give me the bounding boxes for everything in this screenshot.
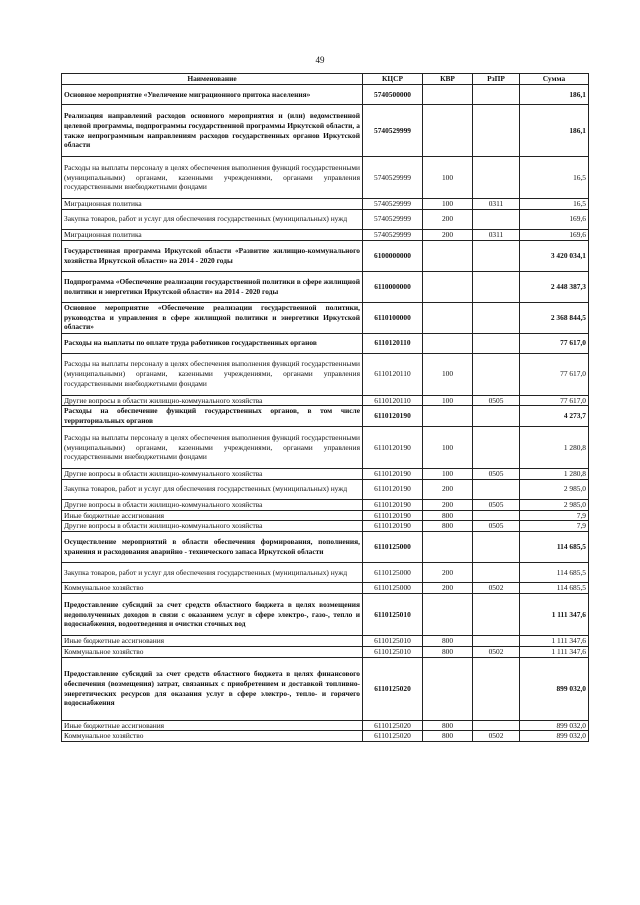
cell-rzpr [473,510,520,521]
cell-kcsr: 6110120110 [363,333,423,353]
cell-name: Основное мероприятие «Обеспечение реализации государственной политики, руководства и управления в сфере жилищной политики и энергетики Иркутской области» [62,302,363,333]
cell-kvr [423,657,473,720]
cell-rzpr: 0505 [473,395,520,406]
cell-kcsr: 5740529999 [363,229,423,240]
cell-sum: 7,9 [520,521,589,532]
cell-kcsr: 6110125010 [363,646,423,657]
table-row [62,333,589,353]
cell-kvr: 200 [423,209,473,229]
cell-kvr [423,532,473,563]
cell-sum: 114 685,5 [520,583,589,594]
cell-rzpr [473,563,520,583]
cell-name: Коммунальное хозяйство [62,583,363,594]
cell-kvr: 800 [423,731,473,742]
cell-rzpr [473,720,520,731]
cell-kvr [423,302,473,333]
cell-name: Закупка товаров, работ и услуг для обеспечения государственных (муниципальных) нужд [62,479,363,499]
cell-kcsr: 5740500000 [363,85,423,105]
cell-sum: 2 368 844,5 [520,302,589,333]
cell-rzpr: 0505 [473,499,520,510]
table-row [62,157,589,199]
table-row [62,521,589,532]
cell-kvr: 100 [423,468,473,479]
cell-kvr: 800 [423,521,473,532]
table-row [62,105,589,157]
header-kcsr: КЦСР [363,74,423,85]
cell-sum: 899 032,0 [520,731,589,742]
cell-name: Другие вопросы в области жилищно-коммунального хозяйства [62,499,363,510]
cell-kcsr: 6110120190 [363,510,423,521]
table-row [62,209,589,229]
cell-sum: 899 032,0 [520,657,589,720]
cell-kvr: 100 [423,199,473,210]
cell-name: Коммунальное хозяйство [62,731,363,742]
cell-rzpr [473,271,520,302]
table-row [62,635,589,646]
table-row [62,302,589,333]
table-row [62,499,589,510]
cell-name: Другие вопросы в области жилищно-коммунального хозяйства [62,521,363,532]
cell-name: Предоставление субсидий за счет средств областного бюджета в целях финансового обеспечения (возмещения) затрат, связанных с приобретением и доставкой топливно-энергетических ресурсов для оказания услуг в сфере электро-, тепло- и горячего водоснабжения [62,657,363,720]
cell-name: Расходы на выплаты по оплате труда работников государственных органов [62,333,363,353]
cell-sum: 186,1 [520,85,589,105]
cell-sum: 2 448 387,3 [520,271,589,302]
header-name: Наименование [62,74,363,85]
cell-kcsr: 6110120190 [363,468,423,479]
header-kvr: КВР [423,74,473,85]
cell-kvr [423,85,473,105]
cell-kvr [423,406,473,427]
table-row [62,468,589,479]
cell-rzpr [473,426,520,468]
budget-table [61,73,589,742]
cell-sum: 7,9 [520,510,589,521]
cell-sum: 186,1 [520,105,589,157]
table-row [62,532,589,563]
cell-rzpr [473,240,520,271]
table-row [62,479,589,499]
cell-name: Основное мероприятие «Увеличение миграционного притока населения» [62,85,363,105]
cell-name: Реализация направлений расходов основного мероприятия и (или) ведомственной целевой программы, подпрограммы государственной программы Иркутской области, а также непрограммным направлениям расходов государственных органов Иркутской области [62,105,363,157]
cell-kvr [423,333,473,353]
cell-sum: 169,6 [520,209,589,229]
cell-kcsr: 6110120190 [363,406,423,427]
cell-rzpr [473,333,520,353]
cell-name: Расходы на обеспечение функций государственных органов, в том числе территориальных органов [62,406,363,427]
cell-kcsr: 5740529999 [363,105,423,157]
table-row [62,426,589,468]
cell-sum: 1 111 347,6 [520,646,589,657]
cell-name: Подпрограмма «Обеспечение реализации государственной политики в сфере жилищной политики и энергетики Иркутской области» на 2014 - 2020 годы [62,271,363,302]
cell-kcsr: 5740529999 [363,199,423,210]
cell-sum: 1 111 347,6 [520,593,589,635]
cell-kvr: 200 [423,499,473,510]
cell-kvr: 100 [423,426,473,468]
cell-kcsr: 6110125010 [363,593,423,635]
cell-sum: 899 032,0 [520,720,589,731]
table-body [62,85,589,742]
cell-rzpr [473,105,520,157]
cell-kvr: 800 [423,510,473,521]
cell-kvr [423,593,473,635]
cell-kcsr: 6110100000 [363,302,423,333]
cell-kvr [423,105,473,157]
cell-sum: 16,5 [520,199,589,210]
cell-rzpr: 0311 [473,229,520,240]
cell-name: Иные бюджетные ассигнования [62,635,363,646]
cell-rzpr [473,532,520,563]
cell-name: Иные бюджетные ассигнования [62,720,363,731]
cell-name: Государственная программа Иркутской области «Развитие жилищно-коммунального хозяйства Иркутской области» на 2014 - 2020 годы [62,240,363,271]
table-row [62,646,589,657]
cell-kcsr: 6110120110 [363,395,423,406]
cell-kcsr: 6110125000 [363,583,423,594]
table-row [62,593,589,635]
cell-rzpr: 0502 [473,583,520,594]
cell-kvr: 800 [423,635,473,646]
cell-rzpr: 0505 [473,521,520,532]
table-row [62,563,589,583]
cell-kvr: 800 [423,720,473,731]
cell-rzpr [473,157,520,199]
cell-sum: 77 617,0 [520,395,589,406]
cell-sum: 1 280,8 [520,426,589,468]
table-row [62,240,589,271]
table-row [62,510,589,521]
cell-sum: 77 617,0 [520,333,589,353]
table-row [62,583,589,594]
cell-kcsr: 6110120190 [363,521,423,532]
cell-rzpr [473,209,520,229]
cell-kcsr: 6110125020 [363,657,423,720]
cell-name: Предоставление субсидий за счет средств областного бюджета в целях возмещения недополученных доходов в связи с оказанием услуг в сфере электро-, газо-, тепло и водоснабжения, водоотведения и очистки сточных вод [62,593,363,635]
cell-name: Осуществление мероприятий в области обеспечения формирования, пополнения, хранения и расходования аварийно - технического запаса Иркутской области [62,532,363,563]
cell-rzpr [473,302,520,333]
table-header-row [62,74,589,85]
cell-name: Закупка товаров, работ и услуг для обеспечения государственных (муниципальных) нужд [62,209,363,229]
cell-rzpr: 0502 [473,731,520,742]
cell-kcsr: 6110125000 [363,563,423,583]
table-row [62,353,589,395]
cell-name: Закупка товаров, работ и услуг для обеспечения государственных (муниципальных) нужд [62,563,363,583]
cell-name: Другие вопросы в области жилищно-коммунального хозяйства [62,468,363,479]
header-rzpr: РзПР [473,74,520,85]
cell-kvr: 100 [423,395,473,406]
cell-sum: 1 280,8 [520,468,589,479]
table-row [62,199,589,210]
cell-sum: 1 111 347,6 [520,635,589,646]
table-row [62,406,589,427]
cell-kcsr: 6110120110 [363,353,423,395]
cell-kcsr: 6110125020 [363,720,423,731]
cell-kvr [423,240,473,271]
cell-sum: 4 273,7 [520,406,589,427]
cell-kcsr: 6110125010 [363,635,423,646]
cell-kvr: 200 [423,583,473,594]
cell-rzpr [473,406,520,427]
cell-kvr: 200 [423,479,473,499]
cell-kcsr: 6110000000 [363,271,423,302]
table-row [62,395,589,406]
cell-rzpr [473,353,520,395]
cell-kcsr: 6110125020 [363,731,423,742]
cell-kcsr: 5740529999 [363,209,423,229]
table-row [62,271,589,302]
cell-kcsr: 6110120190 [363,499,423,510]
cell-kcsr: 6100000000 [363,240,423,271]
header-sum: Сумма [520,74,589,85]
cell-rzpr [473,657,520,720]
cell-kvr: 800 [423,646,473,657]
cell-sum: 2 985,0 [520,479,589,499]
table-row [62,85,589,105]
table-row [62,720,589,731]
table-row [62,657,589,720]
cell-name: Другие вопросы в области жилищно-коммунального хозяйства [62,395,363,406]
cell-rzpr [473,593,520,635]
cell-name: Расходы на выплаты персоналу в целях обеспечения выполнения функций государственными (муниципальными) органами, казенными учреждениями, органами управления государственными внебюджетными фондами [62,157,363,199]
cell-sum: 114 685,5 [520,563,589,583]
cell-sum: 16,5 [520,157,589,199]
cell-sum: 77 617,0 [520,353,589,395]
cell-sum: 2 985,0 [520,499,589,510]
cell-name: Расходы на выплаты персоналу в целях обеспечения выполнения функций государственными (муниципальными) органами, казенными учреждениями, органами управления государственными внебюджетными фондами [62,426,363,468]
cell-rzpr [473,479,520,499]
cell-rzpr [473,85,520,105]
cell-name: Миграционная политика [62,199,363,210]
cell-kvr: 200 [423,563,473,583]
cell-kvr: 100 [423,157,473,199]
cell-rzpr: 0505 [473,468,520,479]
cell-name: Расходы на выплаты персоналу в целях обеспечения выполнения функций государственными (муниципальными) органами, казенными учреждениями, органами управления государственными внебюджетными фондами [62,353,363,395]
cell-kvr: 200 [423,229,473,240]
cell-kvr [423,271,473,302]
cell-kvr: 100 [423,353,473,395]
table-row [62,731,589,742]
cell-name: Миграционная политика [62,229,363,240]
page-number: 49 [315,55,325,65]
cell-kcsr: 6110120190 [363,426,423,468]
cell-sum: 3 420 034,1 [520,240,589,271]
cell-rzpr: 0502 [473,646,520,657]
cell-kcsr: 6110125000 [363,532,423,563]
cell-sum: 169,6 [520,229,589,240]
cell-rzpr [473,635,520,646]
cell-sum: 114 685,5 [520,532,589,563]
cell-kcsr: 6110120190 [363,479,423,499]
cell-rzpr: 0311 [473,199,520,210]
table-row [62,229,589,240]
cell-name: Иные бюджетные ассигнования [62,510,363,521]
cell-name: Коммунальное хозяйство [62,646,363,657]
cell-kcsr: 5740529999 [363,157,423,199]
